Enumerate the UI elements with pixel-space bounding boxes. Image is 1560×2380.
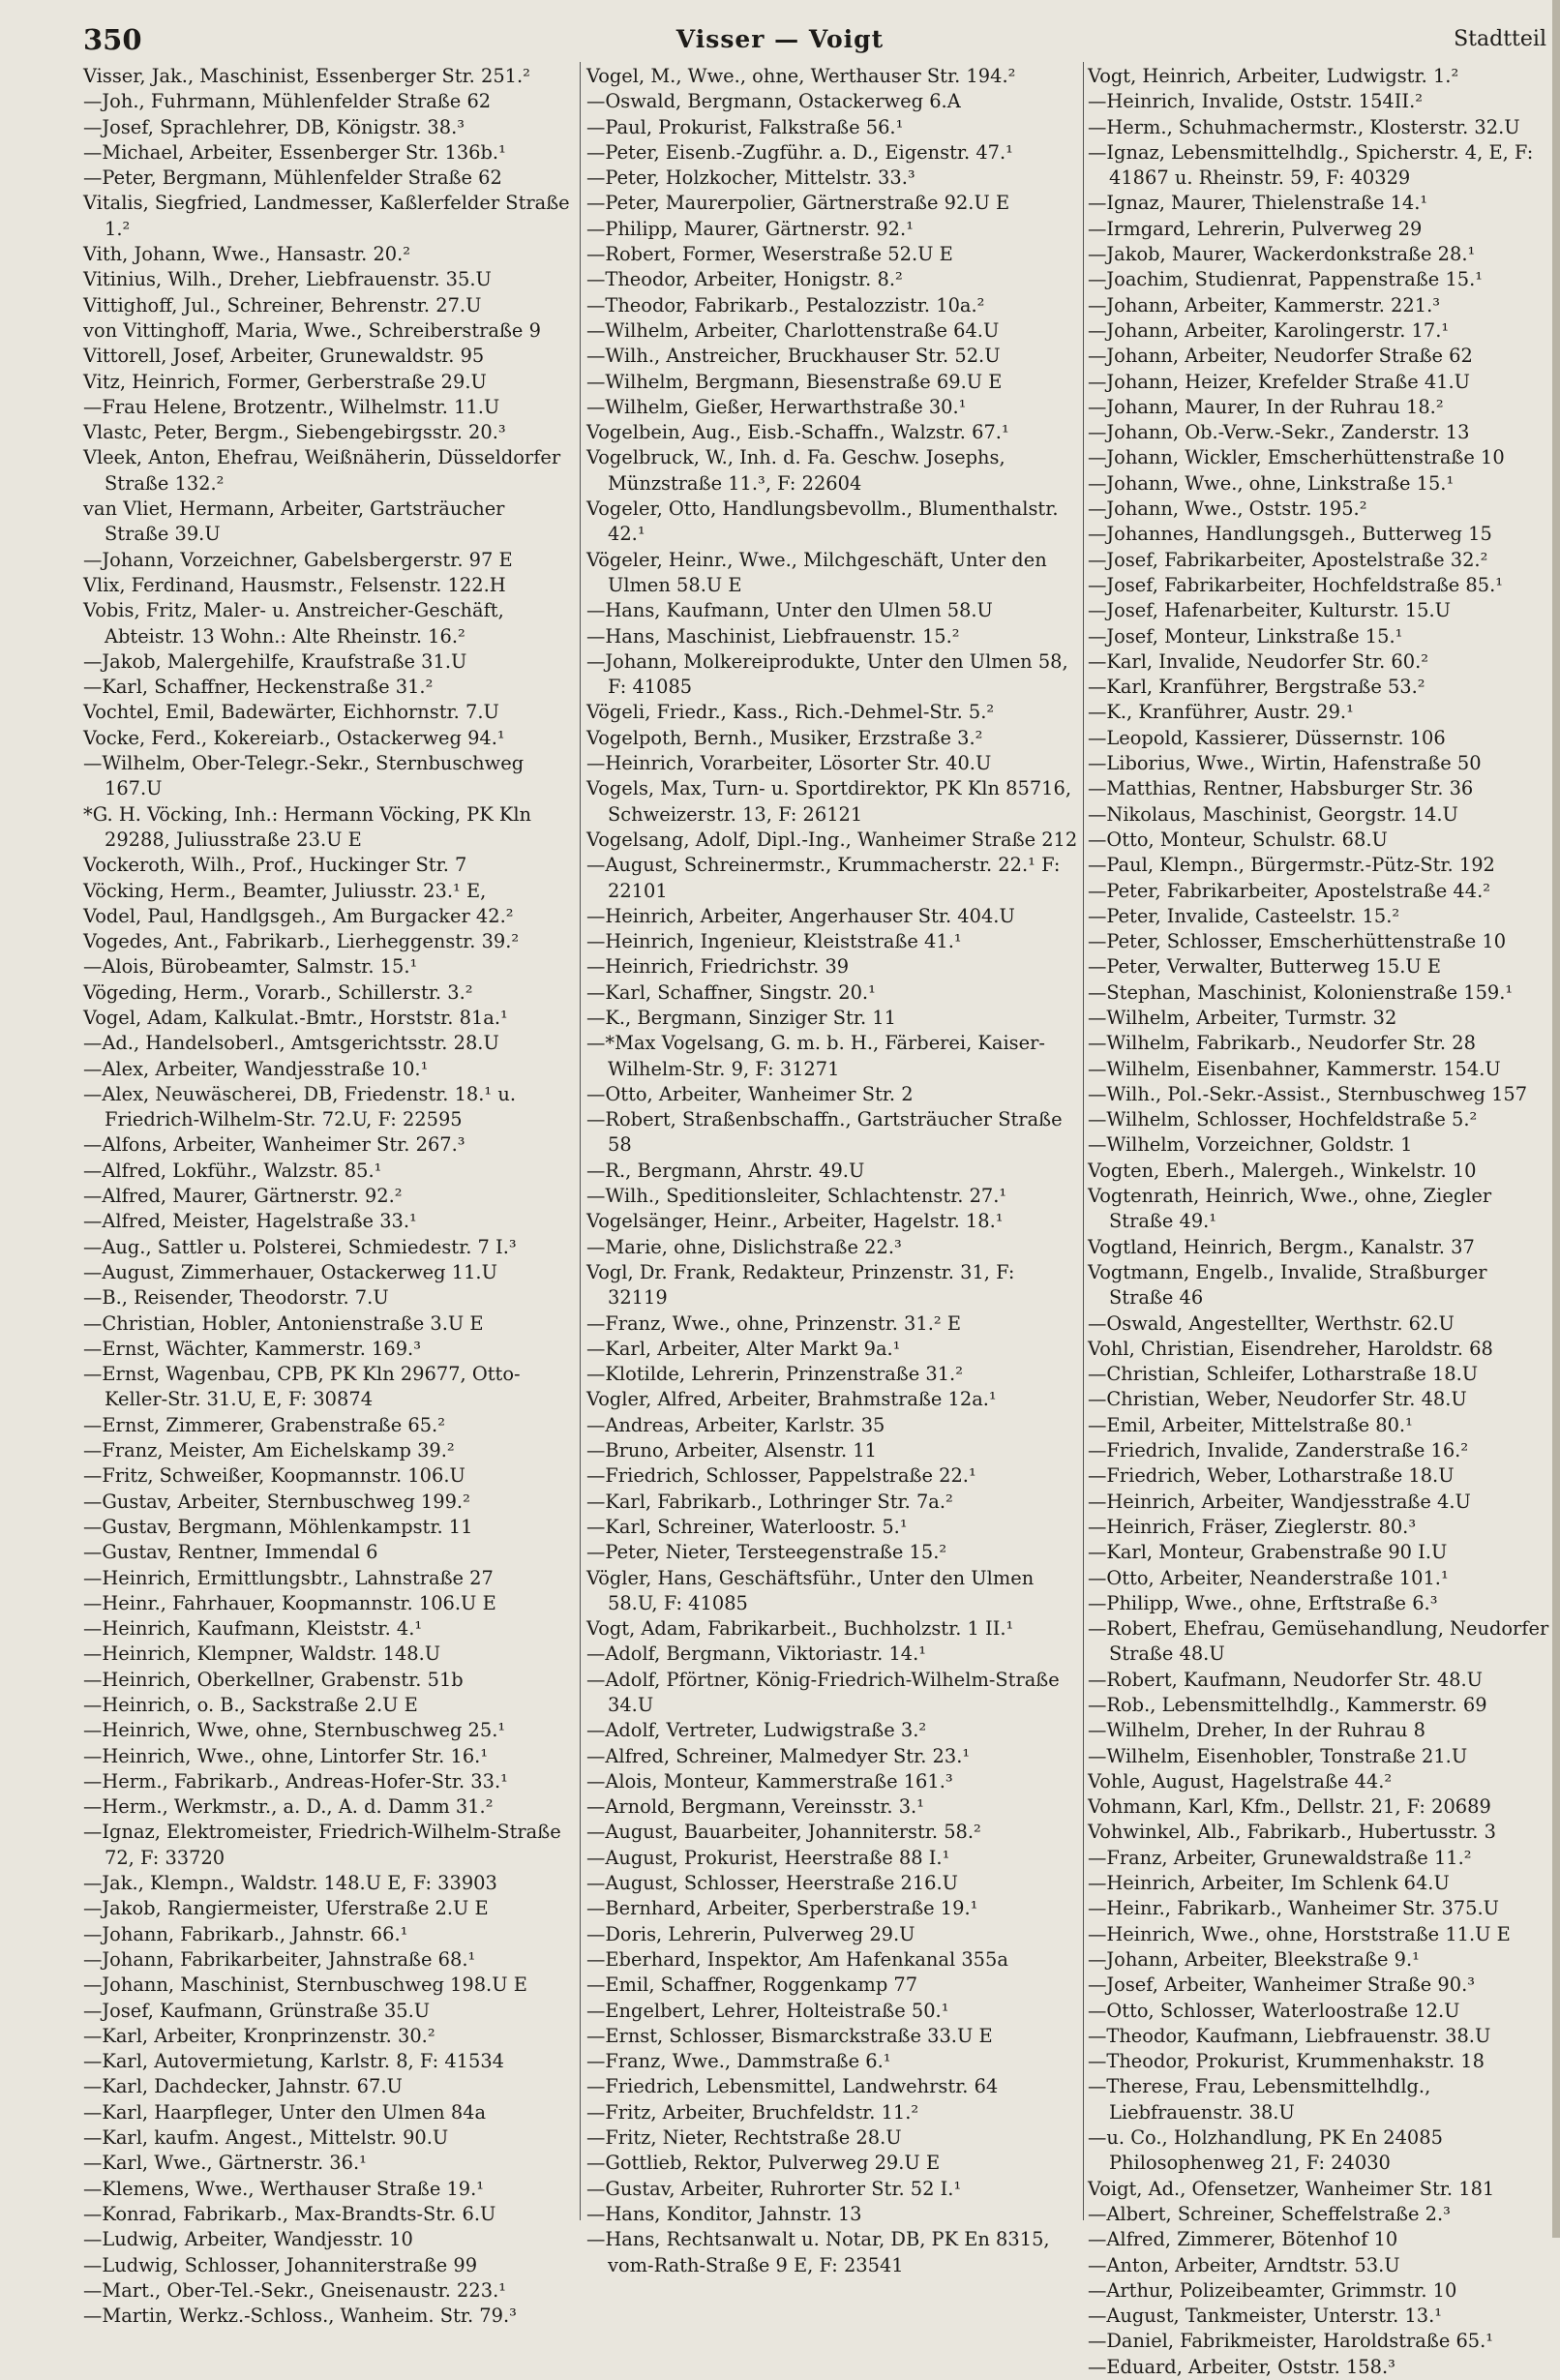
directory-entry: —August, Schlosser, Heerstraße 216.U <box>586 1872 959 1895</box>
directory-entry: —Hans, Konditor, Jahnstr. 13 <box>586 2202 862 2225</box>
directory-entry: —Peter, Schlosser, Emscherhüttenstraße 10 <box>1088 930 1507 953</box>
directory-entry: —Heinrich, Fräser, Zieglerstr. 80.³ <box>1088 1515 1417 1538</box>
directory-entry: —Ernst, Zimmerer, Grabenstraße 65.² <box>83 1413 445 1436</box>
directory-entry: Vitalis, Siegfried, Landmesser, Kaßlerfelder Straße 1.² <box>83 192 570 240</box>
directory-entry: —Wilh., Speditionsleiter, Schlachtenstr. 27.¹ <box>586 1185 1007 1208</box>
directory-entry: —Johann, Heizer, Krefelder Straße 41.U <box>1088 370 1471 393</box>
directory-entry: —u. Co., Holzhandlung, PK En 24085 Philosophenweg 21, F: 24030 <box>1088 2126 1443 2175</box>
directory-entry: Vittighoff, Jul., Schreiner, Behrenstr. 27.U <box>83 293 482 316</box>
directory-entry: —Aug., Sattler u. Polsterei, Schmiedestr. 7 I.³ <box>83 1235 517 1258</box>
directory-entry: Vleek, Anton, Ehefrau, Weißnäherin, Düsseldorfer Straße 132.² <box>83 446 561 495</box>
directory-entry: —Johann, Maschinist, Sternbuschweg 198.U E <box>83 1973 527 1997</box>
directory-entry: —Franz, Wwe., ohne, Prinzenstr. 31.² E <box>586 1311 961 1335</box>
directory-entry: —Johann, Arbeiter, Neudorfer Straße 62 <box>1088 345 1473 368</box>
directory-entry: —Gottlieb, Rektor, Pulverweg 29.U E <box>586 2152 941 2175</box>
directory-entry: —Heinrich, Vorarbeiter, Lösorter Str. 40.U <box>586 752 992 775</box>
directory-entry: —Heinrich, o. B., Sackstraße 2.U E <box>83 1694 418 1716</box>
directory-entry: Vögeding, Herm., Vorarb., Schillerstr. 3.² <box>83 980 473 1004</box>
directory-entry: —Franz, Arbeiter, Grunewaldstraße 11.² <box>1088 1846 1472 1869</box>
directory-entry: —Ernst, Wagenbau, CPB, PK Kln 29677, Otto-Keller-Str. 31.U, E, F: 30874 <box>83 1363 521 1411</box>
directory-entry: —Paul, Klempn., Bürgermstr.-Pütz-Str. 192 <box>1088 854 1495 877</box>
directory-entry: —Bruno, Arbeiter, Alsenstr. 11 <box>586 1439 877 1462</box>
directory-entry: —Eberhard, Inspektor, Am Hafenkanal 355a <box>586 1947 1008 1971</box>
page-edge <box>1552 0 1560 2238</box>
directory-entry: —Josef, Arbeiter, Wanheimer Straße 90.³ <box>1088 1973 1476 1997</box>
directory-entry: —Karl, Schaffner, Heckenstraße 31.² <box>83 676 434 699</box>
directory-entry: —Christian, Schleifer, Lotharstraße 18.U <box>1088 1363 1479 1386</box>
directory-entry: —Fritz, Schweißer, Koopmannstr. 106.U <box>83 1464 465 1488</box>
directory-entry: —Hans, Maschinist, Liebfrauenstr. 15.² <box>586 624 960 648</box>
directory-entry: —Karl, Autovermietung, Karlstr. 8, F: 41534 <box>83 2050 505 2073</box>
directory-entry: —Peter, Verwalter, Butterweg 15.U E <box>1088 955 1442 979</box>
column-1 <box>83 64 573 2328</box>
directory-entry: —Johann, Wwe., Oststr. 195.² <box>1088 497 1367 521</box>
directory-entry: —Christian, Weber, Neudorfer Str. 48.U <box>1088 1388 1467 1411</box>
directory-entry: —Liborius, Wwe., Wirtin, Hafenstraße 50 <box>1088 752 1482 775</box>
directory-entry: Vogelbruck, W., Inh. d. Fa. Geschw. Josephs, Münzstraße 11.³, F: 22604 <box>586 446 1005 495</box>
directory-entry: —Alfred, Meister, Hagelstraße 33.¹ <box>83 1210 417 1233</box>
directory-entry: —Peter, Fabrikarbeiter, Apostelstraße 44.² <box>1088 879 1491 902</box>
directory-entry: —Johann, Fabrikarb., Jahnstr. 66.¹ <box>83 1922 408 1945</box>
directory-entry: Vlastc, Peter, Bergm., Siebengebirgsstr. 20.³ <box>83 421 506 444</box>
column-3 <box>1088 64 1552 2378</box>
directory-entry: Vogedes, Ant., Fabrikarb., Lierheggenstr. 39.² <box>83 930 520 953</box>
directory-entry: Vogtmann, Engelb., Invalide, Straßburger Straße 46 <box>1088 1260 1487 1310</box>
directory-entry: —Theodor, Kaufmann, Liebfrauenstr. 38.U <box>1088 2024 1491 2047</box>
directory-entry: Vogl, Dr. Frank, Redakteur, Prinzenstr. 31, F: 32119 <box>586 1260 1015 1310</box>
directory-entry: —Marie, ohne, Dislichstraße 22.³ <box>586 1235 902 1258</box>
directory-entry: Vohmann, Karl, Kfm., Dellstr. 21, F: 20689 <box>1088 1795 1491 1819</box>
directory-entry: Vitinius, Wilh., Dreher, Liebfrauenstr. 35.U <box>83 268 492 291</box>
directory-entry: —Friedrich, Invalide, Zanderstraße 16.² <box>1088 1439 1469 1462</box>
directory-entry: —Karl, Invalide, Neudorfer Str. 60.² <box>1088 649 1429 673</box>
directory-entry: Vogt, Heinrich, Arbeiter, Ludwigstr. 1.² <box>1088 65 1459 87</box>
directory-entry: —Gustav, Arbeiter, Ruhrorter Str. 52 I.¹ <box>586 2177 962 2200</box>
directory-entry: —Philipp, Wwe., ohne, Erftstraße 6.³ <box>1088 1591 1438 1614</box>
directory-entry: —Joachim, Studienrat, Pappenstraße 15.¹ <box>1088 268 1484 291</box>
directory-entry: —Peter, Nieter, Tersteegenstraße 15.² <box>586 1541 947 1564</box>
directory-entry: —Franz, Meister, Am Eichelskamp 39.² <box>83 1439 455 1462</box>
directory-entry: —August, Prokurist, Heerstraße 88 I.¹ <box>586 1846 950 1869</box>
directory-entry: —Alfred, Schreiner, Malmedyer Str. 23.¹ <box>586 1744 971 1767</box>
directory-entry: —Johann, Arbeiter, Bleekstraße 9.¹ <box>1088 1947 1420 1971</box>
directory-entry: —Karl, kaufm. Angest., Mittelstr. 90.U <box>83 2126 449 2150</box>
directory-entry: —Herm., Werkmstr., a. D., A. d. Damm 31.² <box>83 1795 494 1819</box>
directory-entry: Vogels, Max, Turn- u. Sportdirektor, PK Kln 85716, Schweizerstr. 13, F: 26121 <box>586 777 1072 826</box>
directory-entry: Voigt, Ad., Ofensetzer, Wanheimer Str. 181 <box>1088 2177 1495 2200</box>
directory-entry: Vith, Johann, Wwe., Hansastr. 20.² <box>83 243 411 266</box>
directory-entry: Vobis, Fritz, Maler- u. Anstreicher-Geschäft, Abteistr. 13 Wohn.: Alte Rheinstr. 16.² <box>83 599 504 648</box>
page-number: 350 <box>83 23 142 56</box>
directory-entry: —Otto, Arbeiter, Wanheimer Str. 2 <box>586 1082 914 1105</box>
directory-entry: —Heinrich, Ingenieur, Kleiststraße 41.¹ <box>586 930 962 953</box>
directory-entry: —Johann, Ob.-Verw.-Sekr., Zanderstr. 13 <box>1088 421 1470 444</box>
directory-entry: —Josef, Monteur, Linkstraße 15.¹ <box>1088 624 1403 648</box>
directory-entry: Vitz, Heinrich, Former, Gerberstraße 29.U <box>83 370 487 393</box>
directory-entry: —Johann, Wickler, Emscherhüttenstraße 10 <box>1088 446 1505 469</box>
directory-entry: —Heinrich, Friedrichstr. 39 <box>586 955 850 979</box>
directory-entry: —Friedrich, Schlosser, Pappelstraße 22.¹ <box>586 1464 976 1488</box>
directory-entry: —K., Kranführer, Austr. 29.¹ <box>1088 701 1354 724</box>
directory-entry: —Nikolaus, Maschinist, Georgstr. 14.U <box>1088 802 1458 826</box>
directory-entry: —Frau Helene, Brotzentr., Wilhelmstr. 11.U <box>83 395 500 418</box>
directory-entry: von Vittinghoff, Maria, Wwe., Schreiberstraße 9 <box>83 318 541 342</box>
running-title: Visser — Voigt <box>675 25 885 53</box>
directory-entry: —Irmgard, Lehrerin, Pulverweg 29 <box>1088 217 1423 240</box>
directory-entry: —Mart., Ober-Tel.-Sekr., Gneisenaustr. 223.¹ <box>83 2278 507 2302</box>
directory-entry: —Ernst, Schlosser, Bismarckstraße 33.U E <box>586 2024 993 2047</box>
directory-entry: Vocke, Ferd., Kokereiarb., Ostackerweg 94.¹ <box>83 726 505 749</box>
directory-entry: —Wilhelm, Bergmann, Biesenstraße 69.U E <box>586 370 1003 393</box>
directory-entry: —Klotilde, Lehrerin, Prinzenstraße 31.² <box>586 1363 963 1386</box>
directory-entry: —B., Reisender, Theodorstr. 7.U <box>83 1286 389 1310</box>
directory-entry: —Johannes, Handlungsgeh., Butterweg 15 <box>1088 523 1492 546</box>
directory-entry: —Jak., Klempn., Waldstr. 148.U E, F: 33903 <box>83 1872 497 1895</box>
directory-entry: —Doris, Lehrerin, Pulverweg 29.U <box>586 1922 915 1945</box>
directory-entry: —Wilhelm, Eisenbahner, Kammerstr. 154.U <box>1088 1057 1501 1080</box>
directory-entry: —Otto, Schlosser, Waterloostraße 12.U <box>1088 1999 1460 2022</box>
directory-entry: Vögler, Hans, Geschäftsführ., Unter den Ulmen 58.U, F: 41085 <box>586 1566 1035 1614</box>
directory-entry: —Eduard, Arbeiter, Oststr. 158.³ <box>1088 2355 1395 2378</box>
directory-entry: Vochtel, Emil, Badewärter, Eichhornstr. 7.U <box>83 701 499 724</box>
directory-entry: —Ad., Handelsoberl., Amtsgerichtsstr. 28.U <box>83 1032 499 1055</box>
directory-entry: —Wilh., Pol.-Sekr.-Assist., Sternbuschweg 157 <box>1088 1082 1528 1105</box>
directory-entry: —Wilh., Anstreicher, Bruckhauser Str. 52.U <box>586 345 1001 368</box>
directory-entry: —Wilhelm, Fabrikarb., Neudorfer Str. 28 <box>1088 1032 1476 1055</box>
directory-entry: —August, Tankmeister, Unterstr. 13.¹ <box>1088 2305 1443 2328</box>
directory-entry: —Heinrich, Arbeiter, Im Schlenk 64.U <box>1088 1872 1450 1895</box>
directory-entry: —Heinrich, Invalide, Oststr. 154II.² <box>1088 90 1424 113</box>
directory-entry: —Josef, Hafenarbeiter, Kulturstr. 15.U <box>1088 599 1452 622</box>
directory-entry: —Oswald, Angestellter, Werthstr. 62.U <box>1088 1311 1455 1335</box>
directory-entry: —Heinrich, Kaufmann, Kleiststr. 4.¹ <box>83 1617 423 1641</box>
directory-entry: —Peter, Holzkocher, Mittelstr. 33.³ <box>586 166 915 190</box>
directory-entry: —Peter, Maurerpolier, Gärtnerstraße 92.U E <box>586 192 1010 215</box>
directory-entry: —*Max Vogelsang, G. m. b. H., Färberei, Kaiser-Wilhelm-Str. 9, F: 31271 <box>586 1032 1045 1080</box>
directory-entry: —Alfred, Zimmerer, Bötenhof 10 <box>1088 2228 1398 2251</box>
directory-entry: —Wilhelm, Gießer, Herwarthstraße 30.¹ <box>586 395 967 418</box>
directory-entry: —Franz, Wwe., Dammstraße 6.¹ <box>586 2050 891 2073</box>
directory-entry: —Wilhelm, Arbeiter, Turmstr. 32 <box>1088 1006 1397 1029</box>
directory-entry: Vögeli, Friedr., Kass., Rich.-Dehmel-Str. 5.² <box>586 701 995 724</box>
directory-entry: —Alfons, Arbeiter, Wanheimer Str. 267.³ <box>83 1133 465 1157</box>
directory-entry: —Joh., Fuhrmann, Mühlenfelder Straße 62 <box>83 90 492 113</box>
directory-entry: —Robert, Straßenbschaffn., Gartsträucher Straße 58 <box>586 1108 1063 1157</box>
page-header <box>0 17 1560 60</box>
directory-entry: —Adolf, Pförtner, König-Friedrich-Wilhelm-Straße 34.U <box>586 1668 1060 1716</box>
directory-entry: —Heinr., Fahrhauer, Koopmannstr. 106.U E <box>83 1591 496 1614</box>
directory-entry: —Karl, Fabrikarb., Lothringer Str. 7a.² <box>586 1490 953 1513</box>
directory-entry: Vogten, Eberh., Malergeh., Winkelstr. 10 <box>1088 1159 1477 1182</box>
directory-entry: —Daniel, Fabrikmeister, Haroldstraße 65.¹ <box>1088 2330 1494 2353</box>
directory-entry: —Arnold, Bergmann, Vereinsstr. 3.¹ <box>586 1795 924 1819</box>
directory-entry: —Theodor, Prokurist, Krummenhakstr. 18 <box>1088 2050 1485 2073</box>
directory-entry: —Therese, Frau, Lebensmittelhdlg., Liebfrauenstr. 38.U <box>1088 2075 1431 2124</box>
directory-entry: —Emil, Arbeiter, Mittelstraße 80.¹ <box>1088 1413 1413 1436</box>
directory-entry: —Johann, Maurer, In der Ruhrau 18.² <box>1088 395 1444 418</box>
directory-entry: —Albert, Schreiner, Scheffelstraße 2.³ <box>1088 2202 1451 2225</box>
directory-entry: —Adolf, Vertreter, Ludwigstraße 3.² <box>586 1719 927 1742</box>
directory-entry: —Fritz, Arbeiter, Bruchfeldstr. 11.² <box>586 2100 919 2124</box>
directory-entry: van Vliet, Hermann, Arbeiter, Gartsträucher Straße 39.U <box>83 497 505 546</box>
directory-entry: —Karl, Wwe., Gärtnerstr. 36.¹ <box>83 2152 367 2175</box>
directory-entry: —Herm., Schuhmachermstr., Klosterstr. 32.U <box>1088 115 1520 138</box>
directory-entry: —Bernhard, Arbeiter, Sperberstraße 19.¹ <box>586 1897 978 1920</box>
directory-entry: —Anton, Arbeiter, Arndtstr. 53.U <box>1088 2253 1400 2276</box>
directory-entry: *G. H. Vöcking, Inh.: Hermann Vöcking, PK Kln 29288, Juliusstraße 23.U E <box>83 802 532 851</box>
directory-entry: Vohle, August, Hagelstraße 44.² <box>1088 1769 1393 1793</box>
directory-entry: Vogelsänger, Heinr., Arbeiter, Hagelstr. 18.¹ <box>586 1210 1004 1233</box>
directory-entry: —Johann, Arbeiter, Karolingerstr. 17.¹ <box>1088 318 1450 342</box>
directory-entry: —Heinrich, Ermittlungsbtr., Lahnstraße 27 <box>83 1566 494 1589</box>
directory-entry: —Adolf, Bergmann, Viktoriastr. 14.¹ <box>586 1642 927 1666</box>
directory-entry: —Alois, Bürobeamter, Salmstr. 15.¹ <box>83 955 418 979</box>
directory-entry: —Karl, Schaffner, Singstr. 20.¹ <box>586 980 876 1004</box>
directory-entry: —Matthias, Rentner, Habsburger Str. 36 <box>1088 777 1474 800</box>
directory-entry: —Josef, Fabrikarbeiter, Apostelstraße 32.² <box>1088 548 1488 571</box>
directory-entry: —Fritz, Nieter, Rechtstraße 28.U <box>586 2126 902 2150</box>
directory-entry: —Gustav, Bergmann, Möhlenkampstr. 11 <box>83 1515 473 1538</box>
running-right-label: Stadtteil <box>1454 27 1546 51</box>
directory-entry: Vogelsang, Adolf, Dipl.-Ing., Wanheimer Straße 212 <box>586 828 1078 851</box>
directory-entry: —Friedrich, Lebensmittel, Landwehrstr. 64 <box>586 2075 999 2098</box>
directory-entry: —Alex, Neuwäscherei, DB, Friedenstr. 18.¹ u. Friedrich-Wilhelm-Str. 72.U, F: 22595 <box>83 1082 517 1131</box>
directory-entry: —Rob., Lebensmittelhdlg., Kammerstr. 69 <box>1088 1694 1487 1716</box>
directory-entry: —Gustav, Rentner, Immendal 6 <box>83 1541 378 1564</box>
directory-entry: —Robert, Former, Weserstraße 52.U E <box>586 243 953 266</box>
directory-entry: —Alex, Arbeiter, Wandjesstraße 10.¹ <box>83 1057 429 1080</box>
directory-entry: —Engelbert, Lehrer, Holteistraße 50.¹ <box>586 1999 949 2022</box>
directory-entry: —Heinrich, Wwe, ohne, Sternbuschweg 25.¹ <box>83 1719 506 1742</box>
directory-entry: —Karl, Haarpfleger, Unter den Ulmen 84a <box>83 2100 487 2124</box>
directory-entry: —Stephan, Maschinist, Kolonienstraße 159.¹ <box>1088 980 1514 1004</box>
directory-entry: —August, Zimmerhauer, Ostackerweg 11.U <box>83 1260 497 1283</box>
column-divider <box>580 62 581 2220</box>
directory-entry: —Herm., Fabrikarb., Andreas-Hofer-Str. 33.¹ <box>83 1769 508 1793</box>
directory-entry: —Oswald, Bergmann, Ostackerweg 6.A <box>586 90 961 113</box>
directory-entry: —Jakob, Maurer, Wackerdonkstraße 28.¹ <box>1088 243 1476 266</box>
directory-entry: —Karl, Kranführer, Bergstraße 53.² <box>1088 676 1425 699</box>
directory-entry: —Martin, Werkz.-Schloss., Wanheim. Str. 79.³ <box>83 2305 517 2328</box>
directory-entry: Vockeroth, Wilh., Prof., Huckinger Str. 7 <box>83 854 467 877</box>
directory-entry: —Ludwig, Schlosser, Johanniterstraße 99 <box>83 2253 478 2276</box>
directory-entry: —Peter, Eisenb.-Zugführ. a. D., Eigenstr. 47.¹ <box>586 140 1013 164</box>
directory-entry: —Wilhelm, Dreher, In der Ruhrau 8 <box>1088 1719 1426 1742</box>
directory-entry: —Karl, Arbeiter, Alter Markt 9a.¹ <box>586 1337 901 1360</box>
directory-entry: —Ignaz, Elektromeister, Friedrich-Wilhelm-Straße 72, F: 33720 <box>83 1821 561 1869</box>
directory-entry: —August, Schreinermstr., Krummacherstr. 22.¹ F: 22101 <box>586 854 1061 902</box>
directory-entry: Vohwinkel, Alb., Fabrikarb., Hubertusstr. 3 <box>1088 1821 1496 1844</box>
directory-entry: —Wilhelm, Schlosser, Hochfeldstraße 5.² <box>1088 1108 1478 1131</box>
directory-entry: —Josef, Sprachlehrer, DB, Königstr. 38.³ <box>83 115 465 138</box>
directory-entry: —Heinrich, Arbeiter, Wandjesstraße 4.U <box>1088 1490 1471 1513</box>
directory-entry: Vogeler, Otto, Handlungsbevollm., Blumenthalstr. 42.¹ <box>586 497 1059 546</box>
directory-entry: Vogt, Adam, Fabrikarbeit., Buchholzstr. 1 II.¹ <box>586 1617 1014 1641</box>
directory-entry: —Alfred, Lokführ., Walzstr. 85.¹ <box>83 1159 382 1182</box>
directory-entry: —Johann, Arbeiter, Kammerstr. 221.³ <box>1088 293 1441 316</box>
directory-entry: Vittorell, Josef, Arbeiter, Grunewaldstr. 95 <box>83 345 485 368</box>
directory-entry: Vogelbein, Aug., Eisb.-Schaffn., Walzstr. 67.¹ <box>586 421 1009 444</box>
directory-entry: —Theodor, Arbeiter, Honigstr. 8.² <box>586 268 903 291</box>
directory-entry: —Heinrich, Wwe., ohne, Horststraße 11.U E <box>1088 1922 1511 1945</box>
directory-entry: —Klemens, Wwe., Werthauser Straße 19.¹ <box>83 2177 485 2200</box>
directory-entry: —Heinrich, Wwe., ohne, Lintorfer Str. 16.¹ <box>83 1744 489 1767</box>
directory-entry: —Theodor, Fabrikarb., Pestalozzistr. 10a.² <box>586 293 985 316</box>
directory-entry: Vögeler, Heinr., Wwe., Milchgeschäft, Unter den Ulmen 58.U E <box>586 548 1047 596</box>
directory-entry: —Heinrich, Arbeiter, Angerhauser Str. 404.U <box>586 904 1015 927</box>
directory-entry: —Wilhelm, Ober-Telegr.-Sekr., Sternbuschweg 167.U <box>83 752 525 800</box>
directory-entry: —Johann, Vorzeichner, Gabelsbergerstr. 97 E <box>83 548 513 571</box>
directory-entry: —Philipp, Maurer, Gärtnerstr. 92.¹ <box>586 217 914 240</box>
directory-entry: —Gustav, Arbeiter, Sternbuschweg 199.² <box>83 1490 470 1513</box>
directory-entry: —Ignaz, Maurer, Thielenstraße 14.¹ <box>1088 192 1428 215</box>
directory-entry: —Emil, Schaffner, Roggenkamp 77 <box>586 1973 918 1997</box>
directory-entry: —Josef, Fabrikarbeiter, Hochfeldstraße 85.¹ <box>1088 573 1504 596</box>
directory-entry: Vogel, M., Wwe., ohne, Werthauser Str. 194.² <box>586 65 1016 87</box>
directory-entry: —Johann, Molkereiprodukte, Unter den Ulmen 58, F: 41085 <box>586 649 1068 699</box>
directory-entry: —Otto, Arbeiter, Neanderstraße 101.¹ <box>1088 1566 1449 1589</box>
directory-entry: —Hans, Rechtsanwalt u. Notar, DB, PK En 8315, vom-Rath-Straße 9 E, F: 23541 <box>586 2228 1050 2276</box>
directory-entry: —Heinrich, Oberkellner, Grabenstr. 51b <box>83 1668 464 1691</box>
directory-entry: —Heinrich, Klempner, Waldstr. 148.U <box>83 1642 441 1666</box>
directory-entry: —August, Bauarbeiter, Johanniterstr. 58.² <box>586 1821 981 1844</box>
directory-entry: —Ignaz, Lebensmittelhdlg., Spicherstr. 4, E, F: 41867 u. Rheinstr. 59, F: 40329 <box>1088 140 1534 190</box>
directory-entry: —Jakob, Malergehilfe, Kraufstraße 31.U <box>83 649 467 673</box>
directory-entry: —Friedrich, Weber, Lotharstraße 18.U <box>1088 1464 1455 1488</box>
column-divider <box>1083 62 1084 2220</box>
directory-entry: —Otto, Monteur, Schulstr. 68.U <box>1088 828 1388 851</box>
directory-entry: —Leopold, Kassierer, Düssernstr. 106 <box>1088 726 1446 749</box>
directory-entry: —Peter, Invalide, Casteelstr. 15.² <box>1088 904 1400 927</box>
directory-entry: —Wilhelm, Eisenhobler, Tonstraße 21.U <box>1088 1744 1468 1767</box>
directory-entry: —Alfred, Maurer, Gärtnerstr. 92.² <box>83 1185 403 1208</box>
directory-entry: —Jakob, Rangiermeister, Uferstraße 2.U E <box>83 1897 489 1920</box>
directory-entry: Vogtland, Heinrich, Bergm., Kanalstr. 37 <box>1088 1235 1475 1258</box>
directory-entry: —Robert, Kaufmann, Neudorfer Str. 48.U <box>1088 1668 1483 1691</box>
directory-entry: —Wilhelm, Vorzeichner, Goldstr. 1 <box>1088 1133 1413 1157</box>
directory-entry: —Josef, Kaufmann, Grünstraße 35.U <box>83 1999 431 2022</box>
directory-entry: —K., Bergmann, Sinziger Str. 11 <box>586 1006 896 1029</box>
directory-entry: —Wilhelm, Arbeiter, Charlottenstraße 64.U <box>586 318 1000 342</box>
directory-entry: —Michael, Arbeiter, Essenberger Str. 136b.¹ <box>83 140 506 164</box>
column-2 <box>586 64 1080 2276</box>
directory-entry: —Peter, Bergmann, Mühlenfelder Straße 62 <box>83 166 502 190</box>
directory-entry: —Paul, Prokurist, Falkstraße 56.¹ <box>586 115 904 138</box>
directory-entry: —Alois, Monteur, Kammerstraße 161.³ <box>586 1769 953 1793</box>
directory-entry: —Andreas, Arbeiter, Karlstr. 35 <box>586 1413 885 1436</box>
directory-entry: Vohl, Christian, Eisendreher, Haroldstr. 68 <box>1088 1337 1493 1360</box>
directory-entry: —R., Bergmann, Ahrstr. 49.U <box>586 1159 865 1182</box>
directory-entry: —Karl, Arbeiter, Kronprinzenstr. 30.² <box>83 2024 435 2047</box>
directory-entry: —Arthur, Polizeibeamter, Grimmstr. 10 <box>1088 2278 1457 2302</box>
directory-entry: —Johann, Fabrikarbeiter, Jahnstraße 68.¹ <box>83 1947 476 1971</box>
directory-entry: —Karl, Dachdecker, Jahnstr. 67.U <box>83 2075 403 2098</box>
directory-entry: —Robert, Ehefrau, Gemüsehandlung, Neudorfer Straße 48.U <box>1088 1617 1549 1666</box>
directory-entry: —Ludwig, Arbeiter, Wandjesstr. 10 <box>83 2228 413 2251</box>
directory-entry: Vogler, Alfred, Arbeiter, Brahmstraße 12a.¹ <box>586 1388 997 1411</box>
directory-entry: —Konrad, Fabrikarb., Max-Brandts-Str. 6.U <box>83 2202 496 2225</box>
directory-entry: Visser, Jak., Maschinist, Essenberger Str. 251.² <box>83 65 530 87</box>
directory-entry: —Hans, Kaufmann, Unter den Ulmen 58.U <box>586 599 993 622</box>
directory-entry: —Ernst, Wächter, Kammerstr. 169.³ <box>83 1337 421 1360</box>
directory-entry: Vöcking, Herm., Beamter, Juliusstr. 23.¹ E, <box>83 879 487 902</box>
directory-entry: Vogelpoth, Bernh., Musiker, Erzstraße 3.² <box>586 726 983 749</box>
directory-entry: —Karl, Schreiner, Waterloostr. 5.¹ <box>586 1515 908 1538</box>
directory-entry: Vodel, Paul, Handlgsgeh., Am Burgacker 42.² <box>83 904 514 927</box>
directory-entry: Vlix, Ferdinand, Hausmstr., Felsenstr. 122.H <box>83 573 506 596</box>
directory-entry: —Karl, Monteur, Grabenstraße 90 I.U <box>1088 1541 1448 1564</box>
directory-entry: —Heinr., Fabrikarb., Wanheimer Str. 375.U <box>1088 1897 1499 1920</box>
directory-entry: Vogtenrath, Heinrich, Wwe., ohne, Ziegler Straße 49.¹ <box>1088 1185 1492 1233</box>
directory-entry: Vogel, Adam, Kalkulat.-Bmtr., Horststr. 81a.¹ <box>83 1006 508 1029</box>
directory-entry: —Christian, Hobler, Antonienstraße 3.U E <box>83 1311 484 1335</box>
directory-entry: —Johann, Wwe., ohne, Linkstraße 15.¹ <box>1088 471 1455 495</box>
